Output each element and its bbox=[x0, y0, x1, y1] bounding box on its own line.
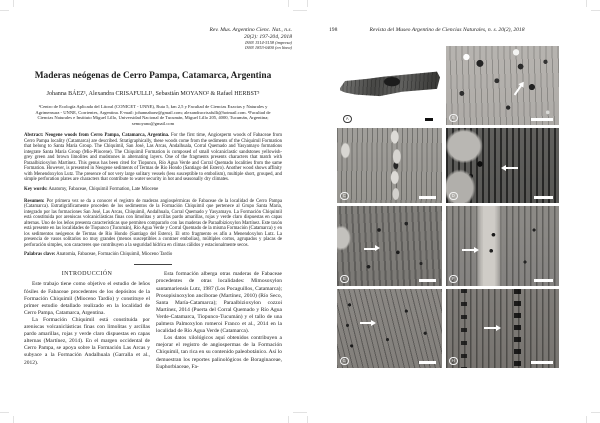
arrow-icon bbox=[513, 85, 522, 96]
panel-letter-badge: G bbox=[340, 357, 349, 366]
scale-bar bbox=[534, 279, 553, 282]
crop-mark bbox=[288, 0, 289, 7]
journal-reference bbox=[13, 27, 292, 50]
arrow-icon bbox=[364, 248, 376, 250]
keywords-body: Anatomy, Fabaceae, Chiquimil Formation, Late Miocene bbox=[48, 186, 159, 192]
right-page bbox=[307, 10, 587, 413]
issn-online: ISSN 1853-0400 (en línea) bbox=[245, 45, 292, 51]
crop-mark bbox=[586, 0, 587, 7]
crop-mark bbox=[0, 412, 9, 413]
crop-mark bbox=[13, 416, 14, 423]
affiliations: ¹Centro de Ecología Aplicada del Litoral (CONICET - UNNE), Ruta 5, km 2,5 y Facultad de Ciencias Exactas y Naturales y Agrimensura - UNNE, Corrientes, Argentina. E-mail: johannabaez@gmail.com; alexandracrisafulli@hotmail.com. ²Facultad de Ciencias Naturales e Instituto Miguel Lillo, Universidad Nacional de Tucumán, Miguel Lillo 205, 4000, Tucumán, Argentina; semoyano@gmail.com bbox=[35, 104, 271, 126]
crop-mark bbox=[288, 416, 289, 423]
crop-mark bbox=[586, 416, 587, 423]
scale-bar bbox=[419, 361, 436, 364]
figure-panel-g bbox=[337, 289, 442, 368]
intro-col1-paragraph-2: La Formación Chiquimil está constituida por areniscas volcaniclásticas finas con limolitas y arcillas pardo amarillas, rojas y verde claro dispuestas en capas alternas (Martínez, 2014). En el margen occidental de Cerro Pampa, se apoya sobre la Formación Las Arcas y subyace a la Formación Andalhuala (Garralla et al., 2012). bbox=[24, 316, 150, 366]
palabras-lead: Palabras clave: bbox=[24, 252, 56, 258]
figure-panel-f bbox=[446, 206, 559, 286]
abstract-paragraph bbox=[24, 133, 282, 183]
page-title: Maderas neógenas de Cerro Pampa, Catamarca, Argentina bbox=[34, 71, 272, 82]
introduction-columns bbox=[24, 271, 282, 370]
panel-letter-badge: C bbox=[340, 192, 349, 201]
figure-panel-e bbox=[337, 206, 442, 286]
scale-bar bbox=[419, 196, 436, 199]
scale-bar bbox=[419, 279, 436, 282]
palabras-body: Anatomía, Fabaceae, Formación Chiquimil, Mioceno Tardío bbox=[56, 252, 173, 258]
figure-panel-b bbox=[446, 46, 559, 125]
page-number: 198 bbox=[329, 27, 338, 33]
arrow-icon bbox=[505, 167, 518, 169]
arrow-icon bbox=[484, 327, 497, 329]
arrow-icon bbox=[462, 249, 475, 251]
journal-volume-pages: 20(2): 197-204, 2018 bbox=[243, 33, 292, 40]
panel-letter-badge: D bbox=[449, 192, 458, 201]
resumen-lead: Resumen: bbox=[24, 198, 45, 204]
resumen-body: Por primera vez se da a conocer el registro de maderas angiospérmicas de Fabaceae de la localidad de Cerro Pampa (Catamarca). Estratigráficamente proceden de los sedimentos de la Formación Chiquimil que pertenece al Grupo Santa María, integrado por las formaciones San José, Las Arcas, Chiquimil, Andalhuala, Corral Quemado y Yasyamayo. La Formación Chiquimil está constituida por areniscas volcaniclásticas finas con limolitas y arcillas pardo amarillas, rojas y verde claro dispuestas en capas alternas. Uno de los leños presenta características que permiten compararlo con las maderas de Paraalbizioxylon Martínez. Este taxón está presente en las localidades de Tiopunco (Tucumán), Río Agua Verde y Corral Quemado de la misma Formación (Catamarca) y en los sedimentos neógenos de Termas de Río Hondo (Santiago del Estero). El otro fragmento es afín a Menendoxylon Lutz. La presencia de vasos solitarios no muy grandes (menos susceptibles a contraer embolias), múltiples cortos, agrupados y placas de perforación simples, son caracteres que contribuyen a la seguridad hídrica en climas cálidos y estacionalmente secos. bbox=[24, 198, 283, 248]
intro-col2-paragraph-2: Los datos xilológicos aquí obtenidos contribuyen a mejorar el registro de angiospermas de la Formación Chiquimil, tan rica en su contenido paleobotánico. Así lo demuestran los reportes palinológicos de Boraginaceae, Euphorbiaceae, Fa- bbox=[156, 335, 282, 370]
figure-panel-a bbox=[337, 46, 442, 125]
scale-bar bbox=[531, 361, 553, 364]
intro-heading: INTRODUCCIÓN bbox=[61, 271, 113, 278]
authors-line: Johanna BÁEZ¹, Alexandra CRISAFULLI¹, Sebastián MOYANO² & Rafael HERBST³ bbox=[46, 91, 260, 98]
panel-letter-badge: B bbox=[449, 114, 458, 123]
crop-mark bbox=[307, 0, 308, 7]
panel-letter-badge: E bbox=[340, 275, 349, 284]
crop-mark bbox=[307, 416, 308, 423]
running-title: Revista del Museo Argentino de Ciencias Naturales, n. s. 20(2), 2018 bbox=[369, 27, 525, 33]
figure-plate bbox=[337, 46, 559, 368]
issn-print: ISSN 1514-5158 (impresa) bbox=[245, 40, 292, 46]
crop-mark bbox=[591, 10, 600, 11]
crop-mark bbox=[591, 412, 600, 413]
resumen-paragraph bbox=[24, 199, 282, 249]
panel-letter-badge: F bbox=[449, 275, 458, 284]
scale-bar bbox=[531, 118, 553, 121]
abstract-body: For the first time, Angiosperm woods of Fabaceae from Cerro Pampa locality (Catamarca) are described. Stratigraphically, these woods come from the sediments of the Chiquimil Formation that belong to Santa María Group. The Chiquimil, San José, Las Arcas, Andalhuala, Corral Quemado and Yasyamayo formations integrate Santa María Group (Mio-Pliocene). The Chiquimil Formation is composed of small volcaniclastic sandstones yellowish-grey green and brown limolites and mudstones in alternating layers. One of the fragments presents characters that match with Paraalbizioxylon Martínez. This genus has been cited for Tiopunco, Río Agua Verde and Corral Quemado localities from the same Formation. However, is presented in Neogene sediments of Termas de Río Hondo (Santiago del Estero). Another wood shows affinity with Menendoxylon Lutz. The presence of not very large solitary vessels (less susceptible to embolism), multiple short, grouped, and simple perforation plates are characters that contribute to water security in hot and seasonally dry climates. bbox=[24, 133, 283, 183]
intro-col2-paragraph-1: Esta formación alberga otras maderas de Fabaceae procedentes de otras localidades: Mimosoxylon santamariensis Lutz, 1987 (Los Pocaguillos, Catamarca); Prosopisinoxylon anciborae (Martínez, 2010) (Río Seco, Santa María-Catamarca); Paraalbizioxylon cozzoi Martínez, 2014 (Puerta del Corral Quemado y Río Agua Verde-Catamarca, Tiopunco-Tucumán) y el tallo de una palmera Palmoxylon romeroi Franco et al., 2014 en la localidad de Río Agua Verde (Catamarca). bbox=[156, 271, 282, 335]
keywords-lead: Key words: bbox=[24, 186, 48, 192]
left-page bbox=[13, 10, 293, 413]
keywords-line bbox=[24, 187, 282, 192]
arrow-icon bbox=[360, 322, 372, 324]
figure-panel-d bbox=[446, 128, 559, 203]
crop-mark bbox=[13, 0, 14, 7]
intro-column-left bbox=[24, 271, 150, 370]
crop-mark bbox=[0, 10, 9, 11]
palabras-clave-line bbox=[24, 252, 282, 257]
running-header bbox=[307, 27, 587, 35]
figure-panel-c bbox=[337, 128, 442, 203]
scale-bar bbox=[425, 118, 433, 121]
fossil-wood-specimen-image bbox=[340, 68, 440, 104]
scale-bar bbox=[534, 196, 553, 199]
intro-col1-paragraph-1: Este trabajo tiene como objetivo el estudio de leños fósiles de Fabaceae procedentes de los depósitos de la Formación Chiquimil (Mioceno Tardío) y constituye el primer estudio detallado realizado en la localidad de Cerro Pampa, Catamarca, Argentina. bbox=[24, 281, 150, 316]
panel-letter-badge: H bbox=[449, 357, 458, 366]
figure-panel-h bbox=[446, 289, 559, 368]
panel-letter-badge: A bbox=[343, 115, 352, 124]
intro-column-right bbox=[156, 271, 282, 370]
abstract-lead: Abstract: Neogene woods from Cerro Pampa, Catamarca, Argentina. bbox=[24, 133, 170, 139]
journal-name: Rev. Mus. Argentino Cienc. Nat., n.s. bbox=[209, 27, 292, 33]
section-divider bbox=[134, 264, 172, 265]
